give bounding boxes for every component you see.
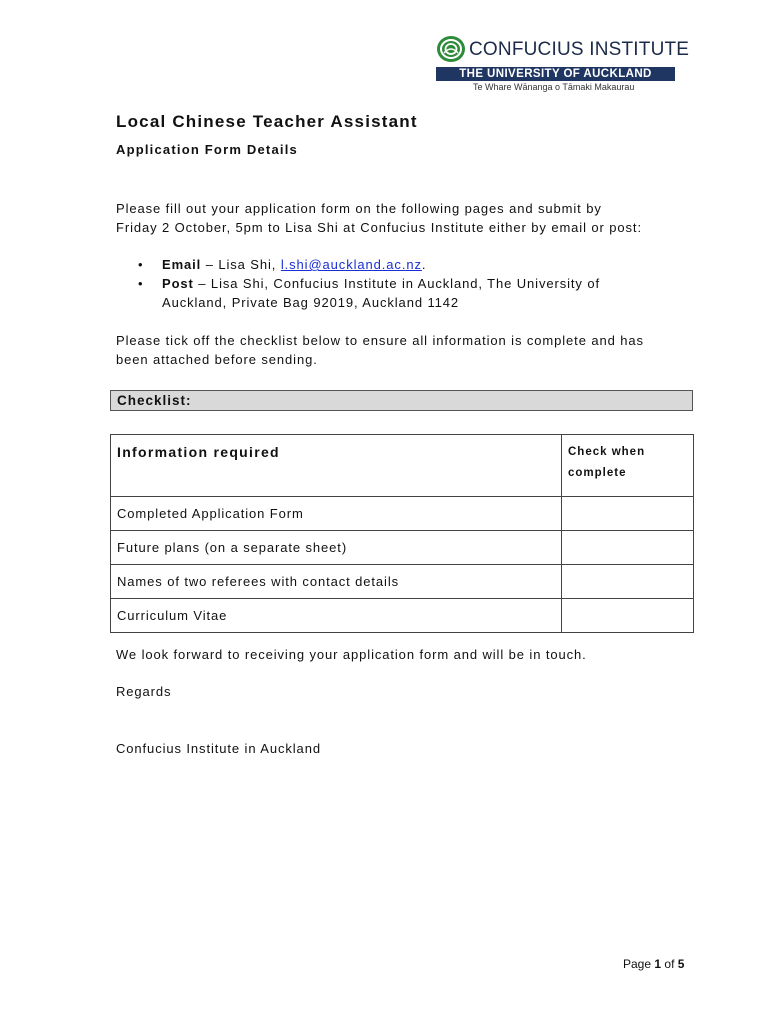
table-cell-check[interactable] bbox=[562, 565, 694, 599]
table-cell-check[interactable] bbox=[562, 497, 694, 531]
bullet-icon: • bbox=[138, 276, 144, 291]
intro-paragraph bbox=[116, 199, 642, 237]
logo-name: CONFUCIUS INSTITUTE bbox=[469, 39, 690, 60]
list-item bbox=[116, 255, 600, 274]
intro-line-2: Friday 2 October, 5pm to Lisa Shi at Confucius Institute either by email or post: bbox=[116, 220, 642, 235]
page-current: 1 bbox=[654, 957, 662, 971]
table-cell-check[interactable] bbox=[562, 531, 694, 565]
table-cell-item: Completed Application Form bbox=[111, 497, 562, 531]
page-title: Local Chinese Teacher Assistant bbox=[116, 112, 418, 131]
column-header-information: Information required bbox=[111, 435, 562, 497]
checklist-heading: Checklist: bbox=[117, 393, 192, 408]
of-word: of bbox=[664, 957, 675, 971]
list-item bbox=[116, 274, 600, 293]
closing-text: We look forward to receiving your application form and will be in touch. bbox=[116, 647, 587, 662]
table-row bbox=[111, 565, 694, 599]
table-row bbox=[111, 497, 694, 531]
page-number bbox=[623, 957, 684, 971]
logo-emblem-icon bbox=[435, 35, 467, 63]
column-header-check bbox=[562, 435, 694, 497]
signature-text: Confucius Institute in Auckland bbox=[116, 741, 321, 756]
page-total: 5 bbox=[677, 957, 685, 971]
post-line-1: – Lisa Shi, Confucius Institute in Auckland, The University of bbox=[193, 276, 600, 291]
list-item-continuation bbox=[116, 293, 600, 312]
page-subtitle: Application Form Details bbox=[116, 142, 298, 157]
intro-line-1: Please fill out your application form on the following pages and submit by bbox=[116, 201, 602, 216]
table-cell-check[interactable] bbox=[562, 599, 694, 633]
checklist-intro bbox=[116, 331, 644, 369]
email-link[interactable]: l.shi@auckland.ac.nz bbox=[280, 257, 422, 272]
confucius-institute-logo bbox=[433, 34, 690, 96]
column-header-check-line-1: Check when bbox=[568, 446, 646, 458]
regards-text: Regards bbox=[116, 684, 172, 699]
email-end: . bbox=[421, 257, 427, 272]
table-row bbox=[111, 531, 694, 565]
post-label: Post bbox=[162, 276, 194, 291]
checklist-intro-line-1: Please tick off the checklist below to ensure all information is complete and has bbox=[116, 333, 644, 348]
email-text: – Lisa Shi, bbox=[201, 257, 281, 272]
table-cell-item: Future plans (on a separate sheet) bbox=[111, 531, 562, 565]
page-word: Page bbox=[623, 957, 652, 971]
column-header-check-line-2: complete bbox=[568, 467, 627, 479]
table-cell-item: Names of two referees with contact details bbox=[111, 565, 562, 599]
email-label: Email bbox=[162, 257, 202, 272]
checklist-table bbox=[110, 434, 694, 633]
checklist-heading-bar bbox=[110, 390, 693, 411]
table-header-row bbox=[111, 435, 694, 497]
contact-list bbox=[116, 255, 600, 312]
logo-university-bar: THE UNIVERSITY OF AUCKLAND bbox=[436, 67, 675, 81]
logo-top bbox=[433, 34, 690, 64]
post-line-2: Auckland, Private Bag 92019, Auckland 1142 bbox=[162, 295, 460, 310]
table-row bbox=[111, 599, 694, 633]
table-cell-item: Curriculum Vitae bbox=[111, 599, 562, 633]
logo-tagline: Te Whare Wānanga o Tāmaki Makaurau bbox=[473, 82, 635, 92]
bullet-icon: • bbox=[138, 257, 144, 272]
checklist-intro-line-2: been attached before sending. bbox=[116, 352, 318, 367]
